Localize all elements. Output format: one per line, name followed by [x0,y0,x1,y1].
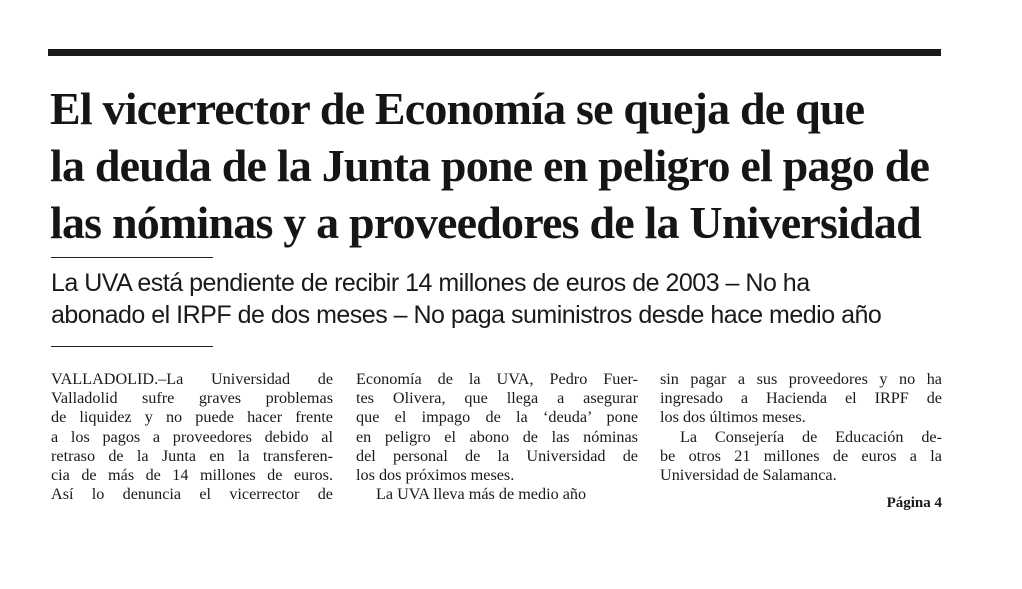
body-line: Universidad de Salamanca. [660,466,837,485]
body-line: ingresado a Hacienda el IRPF de [660,389,942,408]
body-column-3 [660,370,942,485]
headline-line: las nóminas y a proveedores de la Universidad [50,197,921,248]
body-line: los dos últimos meses. [660,408,806,427]
body-line: tes Olivera, que llega a asegurar [356,389,638,408]
body-line: retraso de la Junta en la transferen- [51,446,333,465]
headline [50,80,950,251]
body-line: de liquidez y no puede hacer frente [51,408,333,427]
body-column-2 [356,370,638,504]
body-line: a los pagos a proveedores debido al [51,427,333,446]
subhead-top-rule [51,257,213,258]
subhead-bottom-rule [51,346,213,347]
top-rule [48,49,941,56]
body-line: que el impago de la ‘deuda’ pone [356,408,638,427]
body-column-1 [51,370,333,504]
subheadline [51,267,951,331]
body-line: Valladolid sufre graves problemas [51,389,333,408]
body-line: los dos próximos meses. [356,466,515,485]
body-line: be otros 21 millones de euros a la [660,446,942,465]
body-line: del personal de la Universidad de [356,446,638,465]
body-line: La Consejería de Educación de- [680,427,942,446]
headline-line: El vicerrector de Economía se queja de que [50,83,865,134]
body-line: VALLADOLID.–La Universidad de [51,370,333,388]
subhead-line: abonado el IRPF de dos meses – No paga suministros desde hace medio año [51,301,882,329]
body-line: cia de más de 14 millones de euros. [51,466,333,485]
headline-line: la deuda de la Junta pone en peligro el pago de [50,140,930,191]
body-line: La UVA lleva más de medio año [376,485,587,504]
subhead-line: La UVA está pendiente de recibir 14 millones de euros de 2003 – No ha [51,269,810,297]
body-line: sin pagar a sus proveedores y no ha [660,370,942,388]
body-line: Economía de la UVA, Pedro Fuer- [356,370,638,388]
body-line: en peligro el abono de las nóminas [356,427,638,446]
page-reference: Página 4 [886,495,942,511]
body-line: Así lo denuncia el vicerrector de [51,485,333,504]
